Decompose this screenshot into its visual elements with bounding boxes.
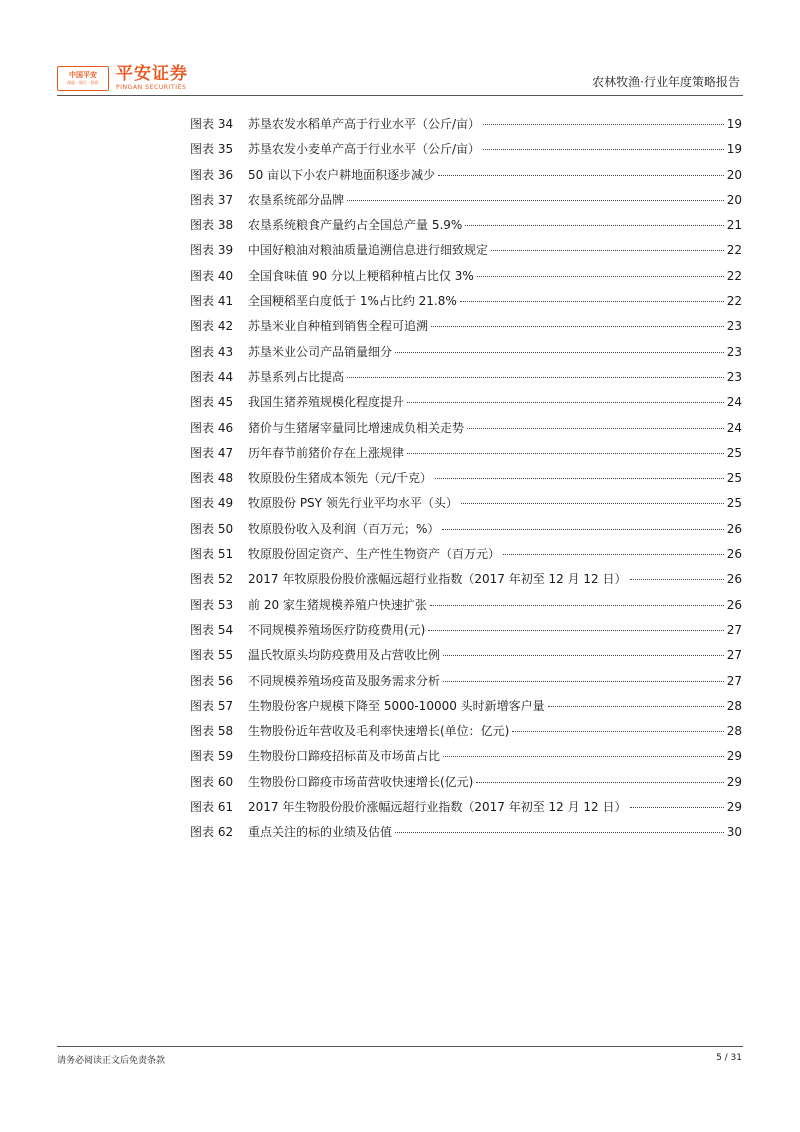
toc-entry[interactable]	[190, 770, 742, 795]
toc-figure-title: 50 亩以下小农户耕地面积逐步减少	[248, 167, 436, 182]
toc-leader-dots	[491, 250, 724, 251]
toc-figure-title: 生物股份客户规模下降至 5000-10000 头时新增客户量	[248, 698, 545, 713]
toc-figure-number: 图表 57	[190, 698, 234, 713]
toc-leader-dots	[395, 832, 724, 833]
toc-figure-number: 图表 40	[190, 268, 234, 283]
toc-entry[interactable]	[190, 289, 742, 314]
toc-leader-dots	[476, 782, 723, 783]
toc-figure-number: 图表 50	[190, 521, 234, 536]
toc-page-number: 27	[726, 622, 742, 637]
page-header	[0, 0, 800, 100]
toc-figure-title: 2017 年生物股份股价涨幅远超行业指数（2017 年初至 12 月 12 日）	[248, 800, 627, 815]
toc-figure-number: 图表 53	[190, 597, 234, 612]
toc-leader-dots	[347, 200, 724, 201]
toc-entry[interactable]	[190, 643, 742, 668]
toc-page-number: 20	[726, 167, 742, 182]
toc-figure-number: 图表 54	[190, 622, 234, 637]
toc-figure-number: 图表 49	[190, 496, 234, 511]
toc-leader-dots	[407, 453, 724, 454]
toc-entry[interactable]	[190, 542, 742, 567]
toc-leader-dots	[503, 554, 724, 555]
toc-figure-title: 全国粳稻垩白度低于 1%占比约 21.8%	[248, 294, 457, 309]
toc-entry[interactable]	[190, 669, 742, 694]
toc-figure-title: 苏垦农发水稻单产高于行业水平（公斤/亩）	[248, 117, 481, 131]
toc-leader-dots	[407, 402, 724, 403]
toc-figure-number: 图表 52	[190, 572, 234, 587]
toc-leader-dots	[395, 352, 724, 353]
toc-figure-number: 图表 42	[190, 319, 234, 334]
toc-entry[interactable]	[190, 694, 742, 719]
toc-figure-title: 生物股份口蹄疫招标苗及市场苗占比	[248, 749, 441, 764]
toc-page-number: 24	[726, 395, 742, 410]
toc-page-number: 29	[726, 774, 742, 789]
toc-figure-number: 图表 62	[190, 825, 234, 840]
toc-figure-title: 牧原股份收入及利润（百万元；%）	[248, 521, 440, 536]
toc-entry[interactable]	[190, 390, 742, 415]
ping-an-group-logo	[57, 66, 109, 91]
toc-leader-dots	[430, 605, 724, 606]
pingan-securities-logo	[116, 64, 188, 92]
toc-figure-number: 图表 37	[190, 192, 234, 207]
toc-figure-number: 图表 48	[190, 471, 234, 486]
toc-figure-number: 图表 46	[190, 420, 234, 435]
toc-figure-title: 农垦系统部分品牌	[248, 192, 345, 207]
toc-leader-dots	[428, 630, 723, 631]
toc-page-number: 23	[726, 369, 742, 384]
toc-page-number: 22	[726, 243, 742, 258]
toc-page-number: 27	[726, 648, 742, 663]
toc-page-number: 22	[726, 294, 742, 309]
toc-entry[interactable]	[190, 719, 742, 744]
toc-figure-title: 生物股份口蹄疫市场苗营收快速增长(亿元)	[248, 774, 474, 789]
toc-page-number: 19	[726, 117, 742, 131]
toc-figure-number: 图表 47	[190, 445, 234, 460]
toc-entry[interactable]	[190, 264, 742, 289]
toc-figure-title: 苏垦农发小麦单产高于行业水平（公斤/亩）	[248, 142, 481, 157]
toc-leader-dots	[461, 503, 724, 504]
toc-figure-number: 图表 45	[190, 395, 234, 410]
logo-box-text: 中国平安	[69, 71, 97, 79]
toc-page-number: 20	[726, 192, 742, 207]
toc-figure-title: 2017 年牧原股份股价涨幅远超行业指数（2017 年初至 12 月 12 日）	[248, 572, 627, 587]
toc-entry[interactable]	[190, 593, 742, 618]
toc-figure-number: 图表 36	[190, 167, 234, 182]
toc-page-number: 29	[726, 800, 742, 815]
toc-figure-number: 图表 51	[190, 547, 234, 562]
toc-figure-title: 牧原股份固定资产、生产性生物资产（百万元）	[248, 547, 501, 562]
toc-page-number: 25	[726, 496, 742, 511]
toc-figure-number: 图表 56	[190, 673, 234, 688]
toc-figure-number: 图表 34	[190, 117, 234, 131]
page-number: 5 / 31	[716, 1053, 742, 1063]
toc-leader-dots	[442, 529, 723, 530]
toc-figure-title: 不同规模养殖场疫苗及服务需求分析	[248, 673, 441, 688]
toc-entry[interactable]	[190, 567, 742, 592]
toc-page-number: 26	[726, 597, 742, 612]
toc-page-number: 25	[726, 445, 742, 460]
toc-entry[interactable]	[190, 188, 742, 213]
toc-figure-number: 图表 60	[190, 774, 234, 789]
toc-figure-number: 图表 35	[190, 142, 234, 157]
toc-figure-title: 全国食味值 90 分以上粳稻种植占比仅 3%	[248, 268, 474, 283]
toc-page-number: 30	[726, 825, 742, 840]
toc-figure-title: 温氏牧原头均防疫费用及占营收比例	[248, 648, 441, 663]
toc-entry[interactable]	[190, 213, 742, 238]
toc-figure-title: 重点关注的标的业绩及估值	[248, 825, 393, 840]
toc-entry[interactable]	[190, 820, 742, 845]
toc-figure-number: 图表 39	[190, 243, 234, 258]
toc-leader-dots	[443, 681, 724, 682]
toc-entry[interactable]	[190, 795, 742, 820]
toc-leader-dots	[443, 756, 724, 757]
toc-leader-dots	[435, 478, 724, 479]
toc-entry[interactable]	[190, 314, 742, 339]
toc-leader-dots	[548, 706, 724, 707]
toc-page-number: 29	[726, 749, 742, 764]
toc-figure-title: 猪价与生猪屠宰量同比增速成负相关走势	[248, 420, 465, 435]
toc-leader-dots	[443, 655, 724, 656]
toc-leader-dots	[630, 579, 724, 580]
toc-leader-dots	[512, 731, 723, 732]
toc-entry[interactable]	[190, 744, 742, 769]
toc-figure-title: 生物股份近年营收及毛利率快速增长(单位：亿元)	[248, 724, 510, 739]
toc-page-number: 24	[726, 420, 742, 435]
logo-cn-text: 平安证券	[116, 64, 188, 84]
toc-leader-dots	[630, 807, 724, 808]
toc-page-number: 23	[726, 344, 742, 359]
toc-page-number: 26	[726, 572, 742, 587]
toc-entry[interactable]	[190, 491, 742, 516]
toc-figure-title: 历年春节前猪价存在上涨规律	[248, 445, 405, 460]
toc-entry[interactable]	[190, 112, 742, 137]
toc-figure-number: 图表 41	[190, 294, 234, 309]
report-title: 农林牧渔·行业年度策略报告	[592, 75, 740, 89]
toc-page-number: 28	[726, 724, 742, 739]
toc-figure-number: 图表 38	[190, 218, 234, 233]
toc-entry[interactable]	[190, 618, 742, 643]
footer-disclaimer: 请务必阅读正文后免责条款	[57, 1056, 166, 1066]
toc-figure-title: 不同规模养殖场医疗防疫费用(元)	[248, 622, 426, 637]
toc-entry[interactable]	[190, 517, 742, 542]
toc-entry[interactable]	[190, 441, 742, 466]
toc-entry[interactable]	[190, 340, 742, 365]
toc-figure-number: 图表 44	[190, 369, 234, 384]
logo-box-subtext: 保险 · 银行 · 投资	[67, 80, 99, 85]
toc-page-number: 26	[726, 521, 742, 536]
toc-figure-title: 前 20 家生猪规模养殖户快速扩张	[248, 597, 427, 612]
toc-page-number: 22	[726, 268, 742, 283]
toc-figure-title: 中国好粮油对粮油质量追溯信息进行细致规定	[248, 243, 489, 258]
toc-leader-dots	[483, 149, 724, 150]
toc-entry[interactable]	[190, 137, 742, 162]
toc-leader-dots	[438, 175, 724, 176]
toc-figure-number: 图表 43	[190, 344, 234, 359]
toc-entry[interactable]	[190, 365, 742, 390]
toc-page-number: 21	[726, 218, 742, 233]
toc-figure-number: 图表 59	[190, 749, 234, 764]
toc-leader-dots	[483, 124, 724, 125]
footer-divider	[57, 1046, 743, 1047]
header-divider	[57, 95, 743, 96]
toc-figure-title: 农垦系统粮食产量约占全国总产量 5.9%	[248, 218, 463, 233]
toc-figure-title: 牧原股份生猪成本领先（元/千克）	[248, 471, 433, 486]
toc-entry[interactable]	[190, 238, 742, 263]
toc-page-number: 19	[726, 142, 742, 157]
toc-figure-title: 我国生猪养殖规模化程度提升	[248, 395, 405, 410]
toc-figure-number: 图表 58	[190, 724, 234, 739]
toc-figure-number: 图表 55	[190, 648, 234, 663]
toc-figure-title: 牧原股份 PSY 领先行业平均水平（头）	[248, 496, 458, 511]
toc-leader-dots	[460, 301, 724, 302]
toc-leader-dots	[465, 225, 723, 226]
toc-page-number: 27	[726, 673, 742, 688]
logo-en-text: PINGAN SECURITIES	[116, 84, 187, 91]
toc-leader-dots	[467, 428, 724, 429]
toc-entry[interactable]	[190, 416, 742, 441]
toc-figure-title: 苏垦系列占比提高	[248, 369, 345, 384]
toc-leader-dots	[347, 377, 724, 378]
table-of-figures	[190, 112, 742, 846]
toc-leader-dots	[431, 326, 724, 327]
toc-entry[interactable]	[190, 163, 742, 188]
toc-figure-number: 图表 61	[190, 800, 234, 815]
toc-figure-title: 苏垦米业公司产品销量细分	[248, 344, 393, 359]
toc-leader-dots	[477, 276, 724, 277]
toc-entry[interactable]	[190, 466, 742, 491]
toc-page-number: 25	[726, 471, 742, 486]
toc-page-number: 23	[726, 319, 742, 334]
toc-page-number: 26	[726, 547, 742, 562]
toc-page-number: 28	[726, 698, 742, 713]
toc-figure-title: 苏垦米业自种植到销售全程可追溯	[248, 319, 429, 334]
